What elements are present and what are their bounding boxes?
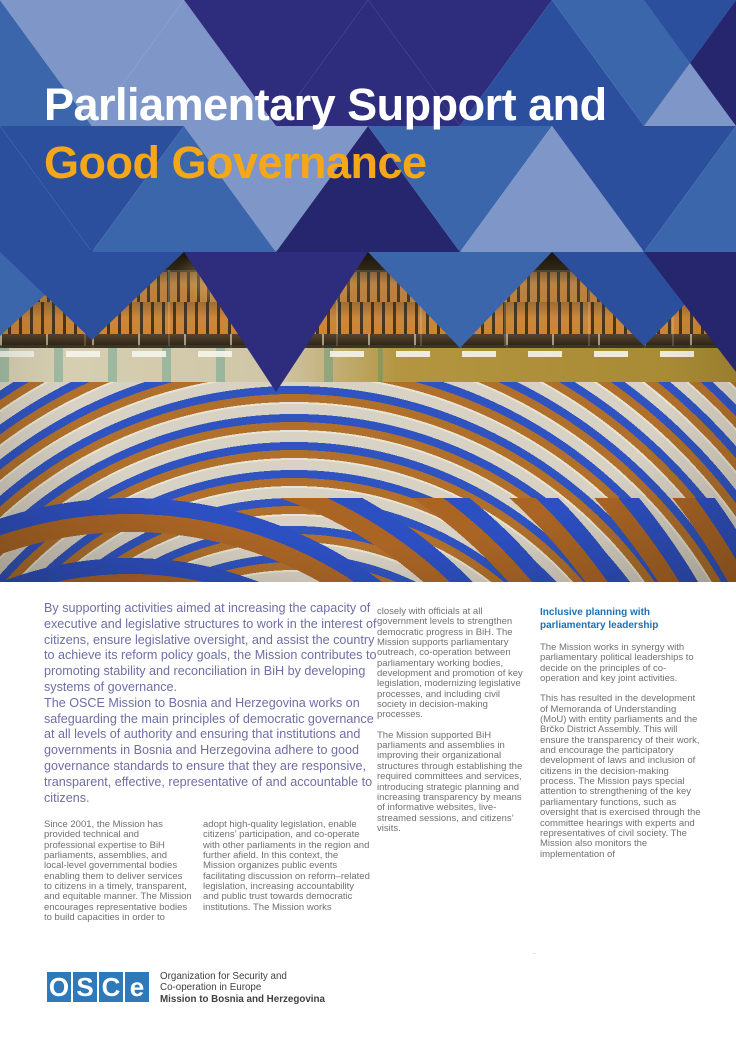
body-column-left-a xyxy=(44,820,192,933)
intro-section xyxy=(44,601,382,806)
logo-letter: S xyxy=(76,972,94,1002)
mission-name: Mission to Bosnia and Herzegovina xyxy=(160,993,325,1005)
body-paragraph: This has resulted in the development of Memoranda of Understanding (MoU) with entity parliaments and the Brčko District Assembly. This will ensure the transparency of their work, and encourage the participatory development of laws and inclusion of citizens in the decision-making process. The Mission pays special attention to strengthening of the key parliamentary functions, such as oversight that is exercised through the committee hearings with experts and representatives of civil society. The Mission also monitors the implementation of xyxy=(540,693,701,860)
logo-square xyxy=(125,972,149,1002)
org-name-line: Organization for Security and xyxy=(160,971,287,982)
logo-square xyxy=(73,972,97,1002)
logo-letter: O xyxy=(48,972,70,1002)
logo-square xyxy=(99,972,123,1002)
page-title-line1: Parliamentary Support and xyxy=(44,79,607,130)
section-heading: Inclusive planning with parliamentary leadership xyxy=(540,607,659,631)
logo-letter: e xyxy=(129,972,145,1002)
body-column-middle xyxy=(377,607,529,844)
body-paragraph: closely with officials at all government levels to strengthen democratic progress in BiH. The Mission supports parliamentary outreach, co-operation between parliamentary working bodies, development and promotion of key legislation, modernizing legislative processes, and including civil society in decision-making processes. xyxy=(377,606,523,721)
page-title-line2: Good Governance xyxy=(44,137,427,188)
continuation-mark: . xyxy=(533,946,536,956)
body-column-right xyxy=(540,607,704,870)
body-paragraph: The Mission supported BiH parliaments and assemblies in improving their organizational structures through establishing the required committees and services, introducing strategic planning and increasing transparency by means of informative websites, live-streamed sessions, and citizens’ visits. xyxy=(377,729,523,834)
body-paragraph: The Mission works in synergy with parliamentary political leaderships to decide on the principles of co-operation and key joint activities. xyxy=(540,642,694,685)
intro-paragraph: The OSCE Mission to Bosnia and Herzegovina works on safeguarding the main principles of democratic governance at all levels of authority and ensuring that institutions and governments in Bosnia and Herzegovina adhere to good governance standards to ensure that they are responsive, transparent, effective, representative of and accountable to citizens. xyxy=(44,695,374,805)
triangle-mosaic-graphic xyxy=(0,0,736,392)
org-name-line: Co-operation in Europe xyxy=(160,982,262,994)
body-column-left-b xyxy=(203,820,370,923)
intro-paragraph: By supporting activities aimed at increasing the capacity of executive and legislative structures to work in the interest of citizens, ensure legislative oversight, and assist the country to achieve its reform policy goals, the Mission contributes to promoting stability and reconciliation in BiH by developing systems of governance. xyxy=(44,601,377,694)
logo-letter: C xyxy=(101,972,121,1002)
organization-name-block xyxy=(160,971,325,1005)
osce-logo xyxy=(47,972,149,1002)
body-paragraph: Since 2001, the Mission has provided technical and professional expertise to BiH parliaments, assemblies, and local-level governmental bodies enabling them to deliver services to citizens in a timely, transparent, and equitable manner. The Mission encourages representative bodies to build capacities in order to xyxy=(44,819,192,924)
body-paragraph: adopt high-quality legislation, enable citizens’ participation, and co-operate with other parliaments in the region and further afield. In this context, the Mission organizes public events facilitating discussion on reform–related legislation, increasing accountability and public trust towards democratic institutions. The Mission works xyxy=(203,819,370,913)
page-title xyxy=(44,76,607,192)
logo-square xyxy=(47,972,71,1002)
